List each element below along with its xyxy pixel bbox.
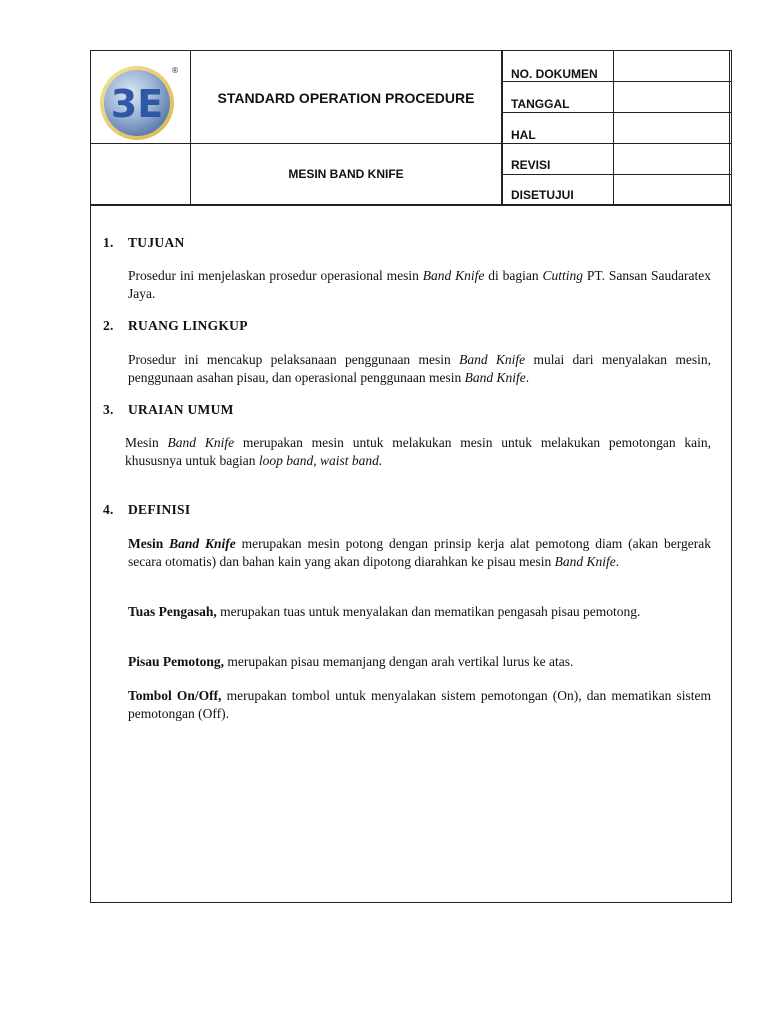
bold-term: Mesin [128,536,170,551]
text-run: merupakan mesin potong dengan prinsip kerja alat pemotong diam (akan bergerak secara otomatis) dan bahan kain yang akan dipotong diarahkan ke pisau mesin [128,536,711,569]
definition-band-knife [128,535,711,571]
svg-text:®: ® [171,66,179,75]
section-title: RUANG LINGKUP [128,318,248,333]
bold-term: Tuas Pengasah, [128,604,217,619]
bold-term: Tombol On/Off, [128,688,222,703]
meta-label-hal: HAL [511,128,536,142]
text-run: merupakan tuas untuk menyalakan dan mematikan pengasah pisau pemotong. [216,604,641,619]
meta-value-revisi [615,144,731,173]
italic-text: Band Knife [464,370,526,385]
italic-text: loop band, waist band. [258,453,383,468]
section-heading-uraian-umum [103,402,234,418]
section-paragraph-tujuan [128,267,711,303]
italic-text: Band Knife [459,352,526,367]
italic-text: Band Knife [422,268,485,283]
section-title: DEFINISI [128,502,191,517]
bold-term: Band Knife [169,536,236,551]
italic-text: Band Knife [167,435,235,450]
section-number: 4. [103,502,114,517]
text-run: Prosedur ini mencakup pelaksanaan penggunaan mesin [128,352,460,367]
company-logo [97,63,177,141]
text-run: mulai dari menyalakan mesin, penggunaan asahan pisau, dan operasional penggunaan mesin [128,352,711,385]
text-run: . [525,370,530,385]
meta-label-no-dokumen: NO. DOKUMEN [511,67,598,81]
definition-pisau-pemotong [128,653,711,671]
bold-term: Pisau Pemotong, [128,654,224,669]
section-number: 2. [103,318,114,333]
svg-text:3E: 3E [110,82,164,126]
document-frame [90,50,732,903]
logo-cell [91,51,190,144]
document-title: MESIN BAND KNIFE [288,167,404,181]
sop-title: STANDARD OPERATION PROCEDURE [217,89,475,106]
definition-tombol-on-off [128,687,711,723]
section-heading-definisi [103,502,190,518]
meta-value-tanggal [615,82,731,111]
text-run: Prosedur ini menjelaskan prosedur operasional mesin [128,268,423,283]
meta-value-hal [615,113,731,142]
section-title: URAIAN UMUM [128,402,234,417]
section-heading-ruang-lingkup [103,318,248,334]
section-number: 3. [103,402,114,417]
text-run: PT. Sansan Saudaratex Jaya. [128,268,711,301]
meta-label-revisi: REVISI [511,158,551,172]
text-run: Mesin [125,435,168,450]
text-run: merupakan pisau memanjang dengan arah vertikal lurus ke atas. [224,654,574,669]
italic-text: Cutting [542,268,583,283]
text-run: merupakan tombol untuk menyalakan sistem pemotongan (On), dan mematikan sistem pemotongan (Off). [128,688,711,721]
meta-value-disetujui [615,175,731,204]
section-heading-tujuan [103,235,185,251]
header-table [91,51,731,206]
meta-value-no-dokumen [615,52,731,81]
meta-label-tanggal: TANGGAL [511,97,570,111]
italic-text: Band Knife [554,554,616,569]
section-number: 1. [103,235,114,250]
definition-tuas-pengasah [128,603,711,621]
section-paragraph-uraian-umum [125,434,711,470]
text-run: di bagian [484,268,543,283]
meta-label-disetujui: DISETUJUI [511,188,574,202]
section-title: TUJUAN [128,235,185,250]
section-paragraph-ruang-lingkup [128,351,711,387]
text-run: . [615,554,620,569]
text-run: merupakan mesin untuk melakukan mesin untuk melakukan pemotongan kain, khususnya untuk bagian [125,435,712,468]
